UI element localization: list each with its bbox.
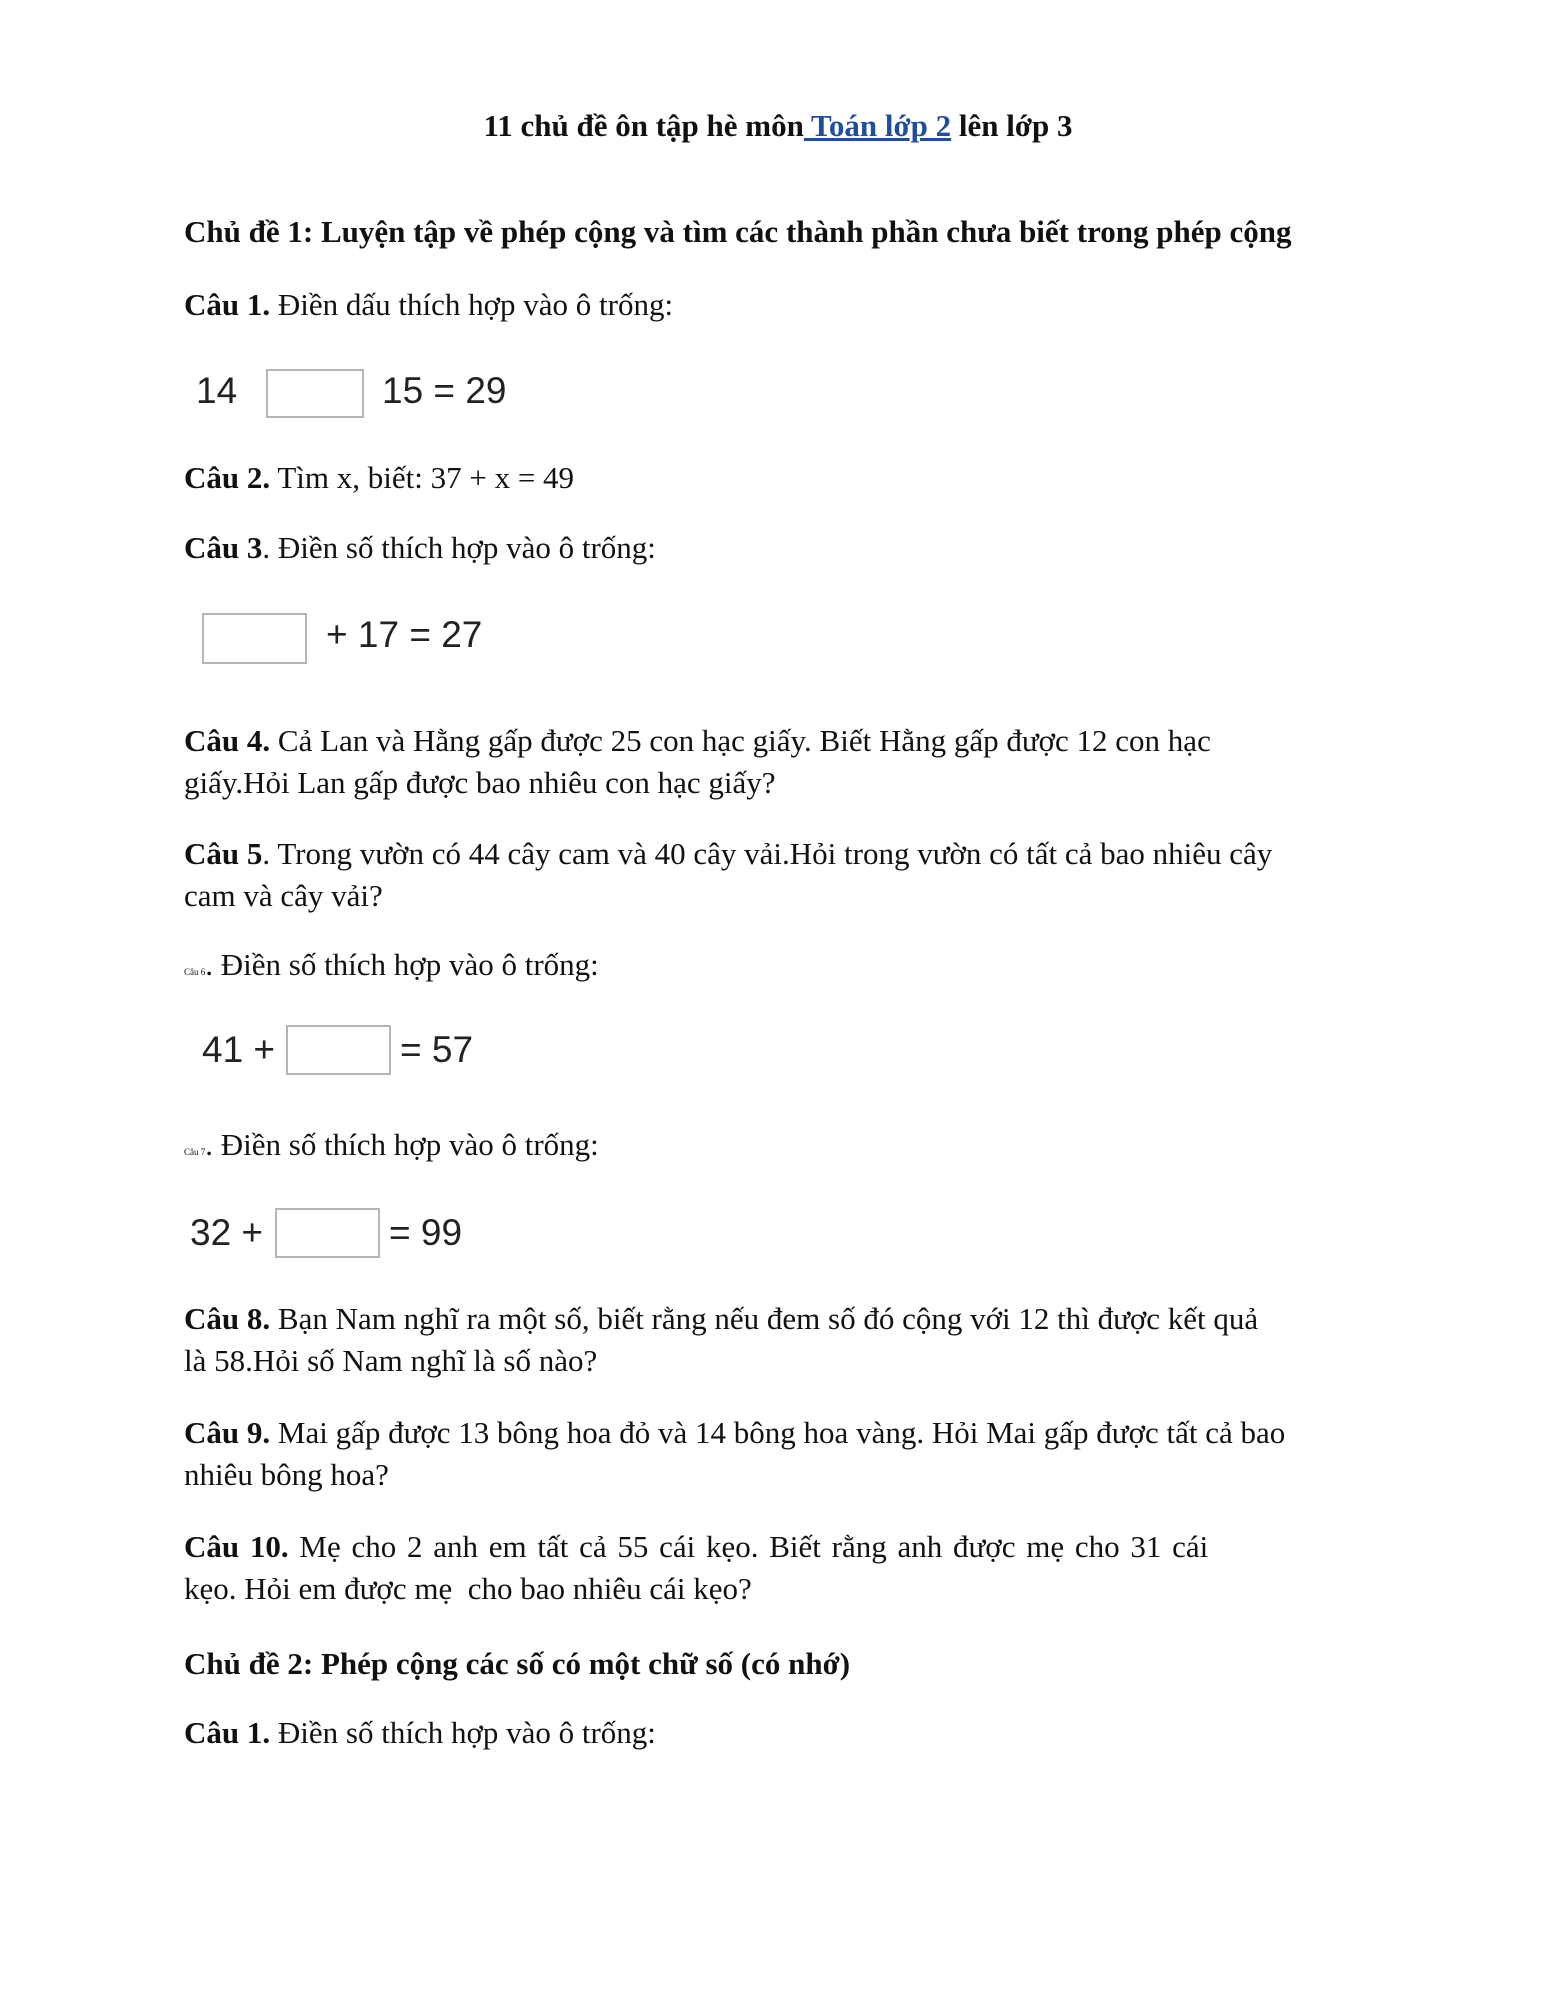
question-10-label: Câu 10. [184,1529,289,1564]
question-9-line-1 [184,1412,1374,1454]
question-8-line-2: là 58.Hỏi số Nam nghĩ là số nào? [184,1343,598,1378]
question-7-answer-box[interactable] [275,1208,380,1258]
topic-2-question-1 [184,1712,1374,1754]
topic-2-heading: Chủ đề 2: Phép cộng các số có một chữ số (có nhớ) [184,1646,851,1681]
question-4-line-1 [184,720,1374,762]
question-3 [184,527,1374,569]
question-8-label: Câu 8. [184,1301,271,1336]
question-10-line-2: kẹo. Hỏi em được mẹ cho bao nhiêu cái kẹo? [184,1571,752,1606]
question-3-text: . Điền số thích hợp vào ô trống: [262,530,656,565]
question-1-right-expression: 15 = 29 [382,370,507,411]
question-10 [184,1526,1284,1610]
question-6-answer-box[interactable] [286,1025,391,1075]
topic-2-question-1-text: Điền số thích hợp vào ô trống: [270,1715,656,1750]
question-9 [184,1412,1374,1496]
question-4-label: Câu 4. [184,723,271,758]
question-1-text: Điền dấu thích hợp vào ô trống: [270,287,674,322]
question-7-right-expression: = 99 [389,1212,463,1253]
question-2-label: Câu 2. [184,460,271,495]
question-1-left-operand: 14 [196,370,238,411]
question-1-answer-box[interactable] [266,369,364,418]
question-8 [184,1298,1374,1382]
question-1 [184,284,1374,326]
question-5 [184,833,1374,917]
question-7-label: Câu 7 [184,1147,206,1157]
question-6-left-expression: 41 + [202,1029,276,1070]
question-5-line-1 [184,833,1374,875]
question-9-line-2: nhiêu bông hoa? [184,1457,389,1492]
question-5-label: Câu 5 [184,836,263,871]
topic-1-heading: Chủ đề 1: Luyện tập về phép cộng và tìm các thành phần chưa biết trong phép cộng [184,214,1292,249]
question-8-text-1: Bạn Nam nghĩ ra một số, biết rằng nếu đem số đó cộng với 12 thì được kết quả [270,1301,1259,1336]
title-link[interactable]: Toán lớp 2 [803,108,952,143]
question-3-right-expression: + 17 = 27 [326,614,483,655]
question-1-label: Câu 1. [184,287,271,322]
question-10-line-1 [184,1526,1284,1568]
topic-2-question-1-label: Câu 1. [184,1715,271,1750]
question-7-text: . Điền số thích hợp vào ô trống: [205,1127,599,1162]
question-8-line-1 [184,1298,1374,1340]
question-9-text-1: Mai gấp được 13 bông hoa đỏ và 14 bông hoa vàng. Hỏi Mai gấp được tất cả bao [270,1415,1286,1450]
title-prefix: 11 chủ đề ôn tập hè môn [483,108,804,143]
question-6-label: Câu 6 [184,967,206,977]
question-6-text: . Điền số thích hợp vào ô trống: [205,947,599,982]
question-2 [184,457,1374,499]
question-7-left-expression: 32 + [190,1212,264,1253]
question-6 [184,944,1374,993]
question-4 [184,720,1374,804]
question-7 [184,1124,1374,1173]
question-3-label: Câu 3 [184,530,263,565]
question-9-label: Câu 9. [184,1415,271,1450]
question-6-right-expression: = 57 [400,1029,474,1070]
question-3-answer-box[interactable] [202,613,307,664]
title-suffix: lên lớp 3 [951,108,1073,143]
page-title [0,108,1556,144]
question-4-text-1: Cả Lan và Hằng gấp được 25 con hạc giấy. Biết Hằng gấp được 12 con hạc [270,723,1211,758]
question-2-text: Tìm x, biết: 37 + x = 49 [270,460,575,495]
question-5-text-1: . Trong vườn có 44 cây cam và 40 cây vải.Hỏi trong vườn có tất cả bao nhiêu cây [262,836,1273,871]
question-10-text-1: Mẹ cho 2 anh em tất cả 55 cái kẹo. Biết rằng anh được mẹ cho 31 cái [288,1529,1209,1564]
question-5-line-2: cam và cây vải? [184,878,383,913]
question-4-line-2: giấy.Hỏi Lan gấp được bao nhiêu con hạc giấy? [184,765,776,800]
